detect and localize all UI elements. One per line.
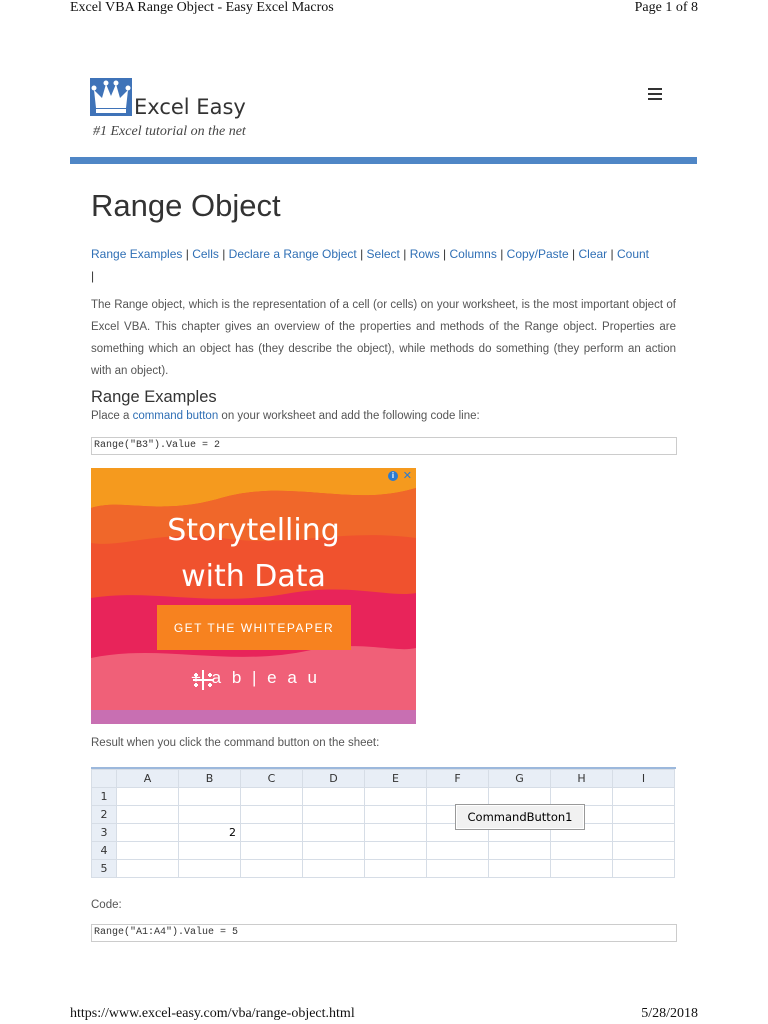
table-of-contents	[91, 243, 651, 287]
print-header	[70, 0, 698, 16]
ad-headline	[91, 508, 416, 600]
sheet-cell[interactable]	[613, 842, 675, 860]
sheet-cell[interactable]	[241, 860, 303, 878]
sheet-cell[interactable]	[179, 842, 241, 860]
ad-headline-line1: Storytelling	[167, 513, 340, 548]
sheet-cell[interactable]	[551, 788, 613, 806]
ad-brand-text: + a b | e a u	[191, 668, 320, 687]
toc-link[interactable]: Count	[616, 247, 650, 261]
sheet-cell[interactable]	[117, 824, 179, 842]
toc-separator: |	[399, 247, 410, 261]
print-footer-date: 5/28/2018	[641, 1006, 698, 1021]
sheet-cell[interactable]	[613, 788, 675, 806]
sheet-cell[interactable]	[551, 860, 613, 878]
section-heading-range-examples: Range Examples	[91, 388, 217, 406]
row-header[interactable]: 4	[92, 842, 117, 860]
sheet-cell[interactable]	[303, 824, 365, 842]
sheet-cell[interactable]	[303, 788, 365, 806]
toc-link[interactable]: Declare a Range Object	[228, 247, 357, 261]
sheet-cell[interactable]	[179, 860, 241, 878]
row-header[interactable]: 3	[92, 824, 117, 842]
sheet-row	[92, 824, 675, 842]
tableau-logo-icon	[191, 668, 215, 692]
info-icon[interactable]: i	[388, 471, 398, 481]
sheet-cell[interactable]	[117, 788, 179, 806]
column-header[interactable]: A	[117, 770, 179, 788]
sheet-cell[interactable]	[303, 860, 365, 878]
toc-link[interactable]: Clear	[578, 247, 608, 261]
toc-separator: |	[218, 247, 229, 261]
sheet-cell[interactable]	[365, 842, 427, 860]
toc-link[interactable]: Range Examples	[91, 247, 183, 261]
sheet-cell[interactable]	[179, 806, 241, 824]
sheet-row	[92, 806, 675, 824]
column-header[interactable]: H	[551, 770, 613, 788]
sheet-cell[interactable]	[365, 806, 427, 824]
column-header[interactable]: E	[365, 770, 427, 788]
excel-sheet-screenshot	[91, 767, 676, 883]
sheet-cell[interactable]	[303, 806, 365, 824]
sheet-grid	[91, 769, 675, 878]
column-header[interactable]: I	[613, 770, 675, 788]
sheet-cell[interactable]: 2	[179, 824, 241, 842]
advertisement-banner[interactable]	[91, 468, 416, 724]
instruction-after: on your worksheet and add the following code line:	[218, 410, 480, 422]
toc-separator: |	[568, 247, 579, 261]
sheet-cell[interactable]	[365, 788, 427, 806]
toc-separator: |	[182, 247, 193, 261]
code-box-2: Range("A1:A4").Value = 5	[91, 924, 677, 942]
print-footer	[70, 1006, 698, 1022]
column-header[interactable]: F	[427, 770, 489, 788]
command-button-link[interactable]: command button	[132, 410, 219, 422]
sheet-cell[interactable]	[427, 860, 489, 878]
sheet-cell[interactable]	[241, 806, 303, 824]
toc-separator: |	[91, 269, 95, 283]
intro-paragraph: The Range object, which is the representation of a cell (or cells) on your worksheet, is the most important object of Excel VBA. This chapter gives an overview of the properties and methods of the Range object. Properties are something which an object has (they describe the object), while methods do something (they perform an action with an object).	[91, 299, 676, 377]
sheet-cell[interactable]	[551, 842, 613, 860]
sheet-row	[92, 860, 675, 878]
ad-brand	[191, 668, 320, 688]
sheet-cell[interactable]	[117, 860, 179, 878]
site-tagline: #1 Excel tutorial on the net	[93, 124, 246, 139]
command-button-1[interactable]: CommandButton1	[455, 804, 585, 830]
sheet-cell[interactable]	[489, 842, 551, 860]
ad-cta-button[interactable]: GET THE WHITEPAPER	[157, 605, 351, 650]
toc-separator: |	[607, 247, 617, 261]
sheet-row	[92, 788, 675, 806]
code-label: Code:	[91, 899, 122, 911]
toc-link[interactable]: Cells	[192, 247, 219, 261]
sheet-cell[interactable]	[365, 824, 427, 842]
toc-separator: |	[496, 247, 507, 261]
sheet-cell[interactable]	[489, 788, 551, 806]
sheet-cell[interactable]	[365, 860, 427, 878]
sheet-cell[interactable]	[117, 842, 179, 860]
column-header[interactable]: G	[489, 770, 551, 788]
sheet-cell[interactable]	[613, 860, 675, 878]
result-text: Result when you click the command button on the sheet:	[91, 737, 380, 749]
toc-link[interactable]: Columns	[449, 247, 497, 261]
sheet-cell[interactable]	[427, 842, 489, 860]
toc-link[interactable]: Copy/Paste	[506, 247, 569, 261]
sheet-cell[interactable]	[241, 788, 303, 806]
toc-separator: |	[356, 247, 367, 261]
site-name[interactable]: Excel Easy	[134, 95, 246, 119]
sheet-cell[interactable]	[613, 824, 675, 842]
row-header[interactable]: 2	[92, 806, 117, 824]
sheet-cell[interactable]	[427, 788, 489, 806]
sheet-cell[interactable]	[613, 806, 675, 824]
code-box-1: Range("B3").Value = 2	[91, 437, 677, 455]
instruction-text	[91, 410, 480, 422]
print-footer-url: https://www.excel-easy.com/vba/range-object.html	[70, 1006, 355, 1021]
toc-separator: |	[439, 247, 450, 261]
hamburger-menu-icon[interactable]	[648, 88, 662, 100]
ad-headline-line2: with Data	[181, 559, 326, 594]
sheet-cell[interactable]	[489, 860, 551, 878]
sheet-row	[92, 842, 675, 860]
toc-link[interactable]: Rows	[409, 247, 440, 261]
sheet-cell[interactable]	[241, 824, 303, 842]
column-header[interactable]: B	[179, 770, 241, 788]
sheet-cell[interactable]	[117, 806, 179, 824]
row-header[interactable]: 5	[92, 860, 117, 878]
column-header[interactable]: C	[241, 770, 303, 788]
sheet-cell[interactable]	[179, 788, 241, 806]
row-header[interactable]: 1	[92, 788, 117, 806]
close-icon[interactable]: ✕	[402, 470, 412, 482]
print-header-title: Excel VBA Range Object - Easy Excel Macros	[70, 0, 334, 15]
sheet-cell[interactable]	[303, 842, 365, 860]
column-header[interactable]: D	[303, 770, 365, 788]
crown-logo-icon[interactable]	[90, 78, 132, 116]
toc-link[interactable]: Select	[366, 247, 400, 261]
sheet-cell[interactable]	[241, 842, 303, 860]
page-title: Range Object	[91, 188, 281, 223]
print-header-page: Page 1 of 8	[634, 0, 698, 15]
header-divider-bar	[70, 157, 697, 164]
sheet-corner[interactable]	[92, 770, 117, 788]
instruction-before: Place a	[91, 410, 133, 422]
